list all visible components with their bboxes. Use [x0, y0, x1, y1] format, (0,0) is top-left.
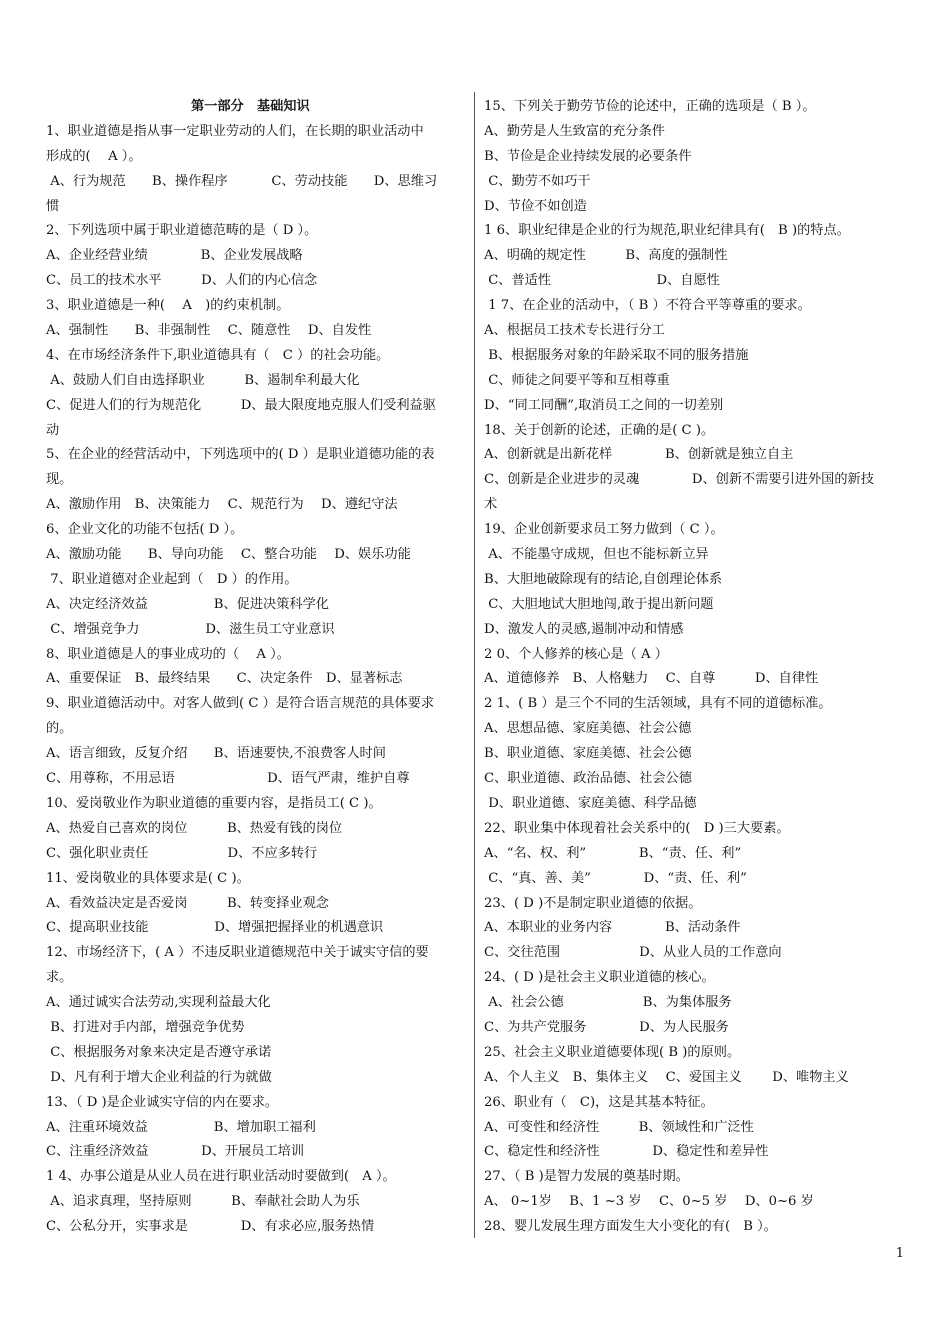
- text-line: 19、企业创新要求员工努力做到（ C ）。: [484, 522, 724, 538]
- left-column: [46, 95, 468, 1240]
- text-line: 的。: [46, 721, 73, 737]
- text-line: A、明确的规定性 B、高度的强制性: [484, 248, 728, 264]
- text-line: C、根据服务对象来决定是否遵守承诺: [46, 1044, 272, 1060]
- text-line: 10、爱岗敬业作为职业道德的重要内容，是指员工( C )。: [46, 795, 382, 811]
- text-line: 11、爱岗敬业的具体要求是( C )。: [46, 870, 250, 886]
- text-line: 1 6、职业纪律是企业的行为规范,职业纪律具有( B )的特点。: [484, 223, 850, 239]
- text-line: C、公私分开，实事求是 D、有求必应,服务热情: [46, 1219, 375, 1235]
- text-line: 18、关于创新的论述，正确的是( C )。: [484, 422, 715, 438]
- text-line: D、节俭不如创造: [484, 198, 587, 214]
- text-line: B、根据服务对象的年龄采取不同的服务措施: [484, 347, 749, 363]
- right-column: [484, 95, 908, 1240]
- text-line: A、强制性 B、非强制性 C、随意性 D、自发性: [46, 323, 372, 339]
- left-question-list: [46, 120, 468, 1240]
- text-line: C、员工的技术水平 D、人们的内心信念: [46, 273, 318, 289]
- text-line: 现。: [46, 472, 73, 488]
- text-line: 12、市场经济下，( A ）不违反职业道德规范中关于诚实守信的要: [46, 945, 429, 961]
- text-line: 7、职业道德对企业起到（ D ）的作用。: [46, 571, 298, 587]
- text-line: A、企业经营业绩 B、企业发展战略: [46, 248, 303, 264]
- text-line: A、行为规范 B、操作程序 C、劳动技能 D、思维习: [46, 173, 438, 189]
- text-line: 22、职业集中体现着社会关系中的( D )三大要素。: [484, 820, 790, 836]
- text-line: C、“真、善、美” D、“责、任、利”: [484, 870, 747, 886]
- text-line: 2 0、个人修养的核心是（ A ）: [484, 646, 668, 662]
- text-line: C、创新是企业进步的灵魂 D、创新不需要引进外国的新技: [484, 472, 874, 488]
- text-line: A、可变性和经济性 B、领域性和广泛性: [484, 1119, 754, 1135]
- text-line: A、根据员工技术专长进行分工: [484, 323, 665, 339]
- text-line: C、大胆地试大胆地闯,敢于提出新问题: [484, 596, 714, 612]
- text-line: C、促进人们的行为规范化 D、最大限度地克服人们受利益驱: [46, 397, 436, 413]
- text-line: 8、职业道德是人的事业成功的（ A ）。: [46, 646, 290, 662]
- text-line: A、道德修养 B、人格魅力 C、自尊 D、自律性: [484, 671, 819, 687]
- text-line: 形成的( A ）。: [46, 148, 142, 164]
- text-line: 13、（ D )是企业诚实守信的内在要求。: [46, 1094, 279, 1110]
- text-line: 1 7、在企业的活动中，（ B ）不符合平等尊重的要求。: [484, 298, 811, 314]
- text-line: 26、职业有（ C)，这是其基本特征。: [484, 1094, 714, 1110]
- text-line: C、稳定性和经济性 D、稳定性和差异性: [484, 1144, 769, 1160]
- text-line: C、增强竞争力 D、滋生员工守业意识: [46, 621, 335, 637]
- text-line: A、鼓励人们自由选择职业 B、遏制牟利最大化: [46, 372, 360, 388]
- text-line: B、大胆地破除现有的结论,自创理论体系: [484, 571, 723, 587]
- text-line: C、勤劳不如巧干: [484, 173, 591, 189]
- text-line: 25、社会主义职业道德要体现( B )的原则。: [484, 1044, 741, 1060]
- text-line: B、节俭是企业持续发展的必要条件: [484, 148, 692, 164]
- text-line: 1、职业道德是指从事一定职业劳动的人们，在长期的职业活动中: [46, 123, 424, 139]
- page-number: 1: [895, 1246, 904, 1261]
- text-line: 28、婴儿发展生理方面发生大小变化的有( B ）。: [484, 1219, 777, 1235]
- text-line: 15、下列关于勤劳节俭的论述中，正确的选项是（ B ）。: [484, 99, 816, 114]
- text-line: A、追求真理，坚持原则 B、奉献社会助人为乐: [46, 1194, 360, 1210]
- right-question-list: [484, 95, 908, 1240]
- text-line: A、个人主义 B、集体主义 C、爱国主义 D、唯物主义: [484, 1069, 849, 1085]
- section-title: 第一部分 基础知识: [191, 99, 310, 114]
- text-line: C、交往范围 D、从业人员的工作意向: [484, 945, 782, 961]
- text-line: C、普适性 D、自愿性: [484, 273, 720, 289]
- text-line: A、激励作用 B、决策能力 C、规范行为 D、遵纪守法: [46, 497, 398, 513]
- text-line: A、通过诚实合法劳动,实现利益最大化: [46, 995, 271, 1011]
- text-line: A、热爱自己喜欢的岗位 B、热爱有钱的岗位: [46, 820, 343, 836]
- text-line: 动: [46, 422, 60, 438]
- text-line: 4、在市场经济条件下,职业道德具有（ C ）的社会功能。: [46, 347, 390, 363]
- text-line: C、为共产党服务 D、为人民服务: [484, 1019, 729, 1035]
- text-line: 6、企业文化的功能不包括( D ）。: [46, 522, 244, 538]
- text-line: 2 1、( B ）是三个不同的生活领域，具有不同的道德标准。: [484, 696, 832, 712]
- text-line: A、勤劳是人生致富的充分条件: [484, 123, 665, 139]
- text-line: 23、( D )不是制定职业道德的依据。: [484, 895, 702, 911]
- text-line: 术: [484, 497, 498, 513]
- text-line: C、师徒之间要平等和互相尊重: [484, 372, 670, 388]
- text-line: A、看效益决定是否爱岗 B、转变择业观念: [46, 895, 329, 911]
- text-line: B、打进对手内部，增强竞争优势: [46, 1019, 245, 1035]
- text-line: A、注重环境效益 B、增加职工福利: [46, 1119, 316, 1135]
- text-line: 27、（ B )是智力发展的奠基时期。: [484, 1169, 689, 1185]
- text-line: 2、下列选项中属于职业道德范畴的是（ D ）。: [46, 223, 318, 239]
- text-line: C、用尊称，不用忌语 D、语气严肃，维护自尊: [46, 771, 410, 787]
- text-line: 1 4、办事公道是从业人员在进行职业活动时要做到( A ）。: [46, 1169, 396, 1185]
- text-line: 9、职业道德活动中。对客人做到( C ）是符合语言规范的具体要求: [46, 696, 435, 712]
- text-line: D、“同工同酬”,取消员工之间的一切差别: [484, 397, 724, 413]
- text-line: A、激励功能 B、导向功能 C、整合功能 D、娱乐功能: [46, 547, 411, 563]
- text-line: B、职业道德、家庭美德、社会公德: [484, 746, 692, 762]
- text-line: C、职业道德、政治品德、社会公德: [484, 771, 692, 787]
- text-line: 3、职业道德是一种( A )的约束机制。: [46, 298, 290, 314]
- text-line: A、思想品德、家庭美德、社会公德: [484, 721, 692, 737]
- text-line: A、“名、权、利” B、“责、任、利”: [484, 845, 742, 861]
- text-line: C、注重经济效益 D、开展员工培训: [46, 1144, 305, 1160]
- text-line: A、决定经济效益 B、促进决策科学化: [46, 596, 329, 612]
- text-line: A、不能墨守成规，但也不能标新立异: [484, 547, 709, 563]
- text-line: 求。: [46, 970, 73, 986]
- column-divider: [474, 92, 475, 1238]
- text-line: D、激发人的灵感,遏制冲动和情感: [484, 621, 684, 637]
- text-line: D、凡有利于增大企业利益的行为就做: [46, 1069, 272, 1085]
- text-line: 5、在企业的经营活动中，下列选项中的( D ）是职业道德功能的表: [46, 447, 435, 463]
- text-line: 24、( D )是社会主义职业道德的核心。: [484, 970, 715, 986]
- text-line: A、创新就是出新花样 B、创新就是独立自主: [484, 447, 794, 463]
- text-line: A、社会公德 B、为集体服务: [484, 995, 732, 1011]
- text-line: D、职业道德、家庭美德、科学品德: [484, 795, 697, 811]
- text-line: A、本职业的业务内容 B、活动条件: [484, 920, 741, 936]
- text-line: A、重要保证 B、最终结果 C、决定条件 D、显著标志: [46, 671, 403, 687]
- text-line: A、 0~1岁 B、1 ~3 岁 C、0~5 岁 D、0~6 岁: [484, 1194, 814, 1210]
- text-line: 惯: [46, 198, 60, 214]
- text-line: C、提高职业技能 D、增强把握择业的机遇意识: [46, 920, 384, 936]
- text-line: C、强化职业责任 D、不应多转行: [46, 845, 318, 861]
- text-line: A、语言细致，反复介绍 B、语速要快,不浪费客人时间: [46, 746, 386, 762]
